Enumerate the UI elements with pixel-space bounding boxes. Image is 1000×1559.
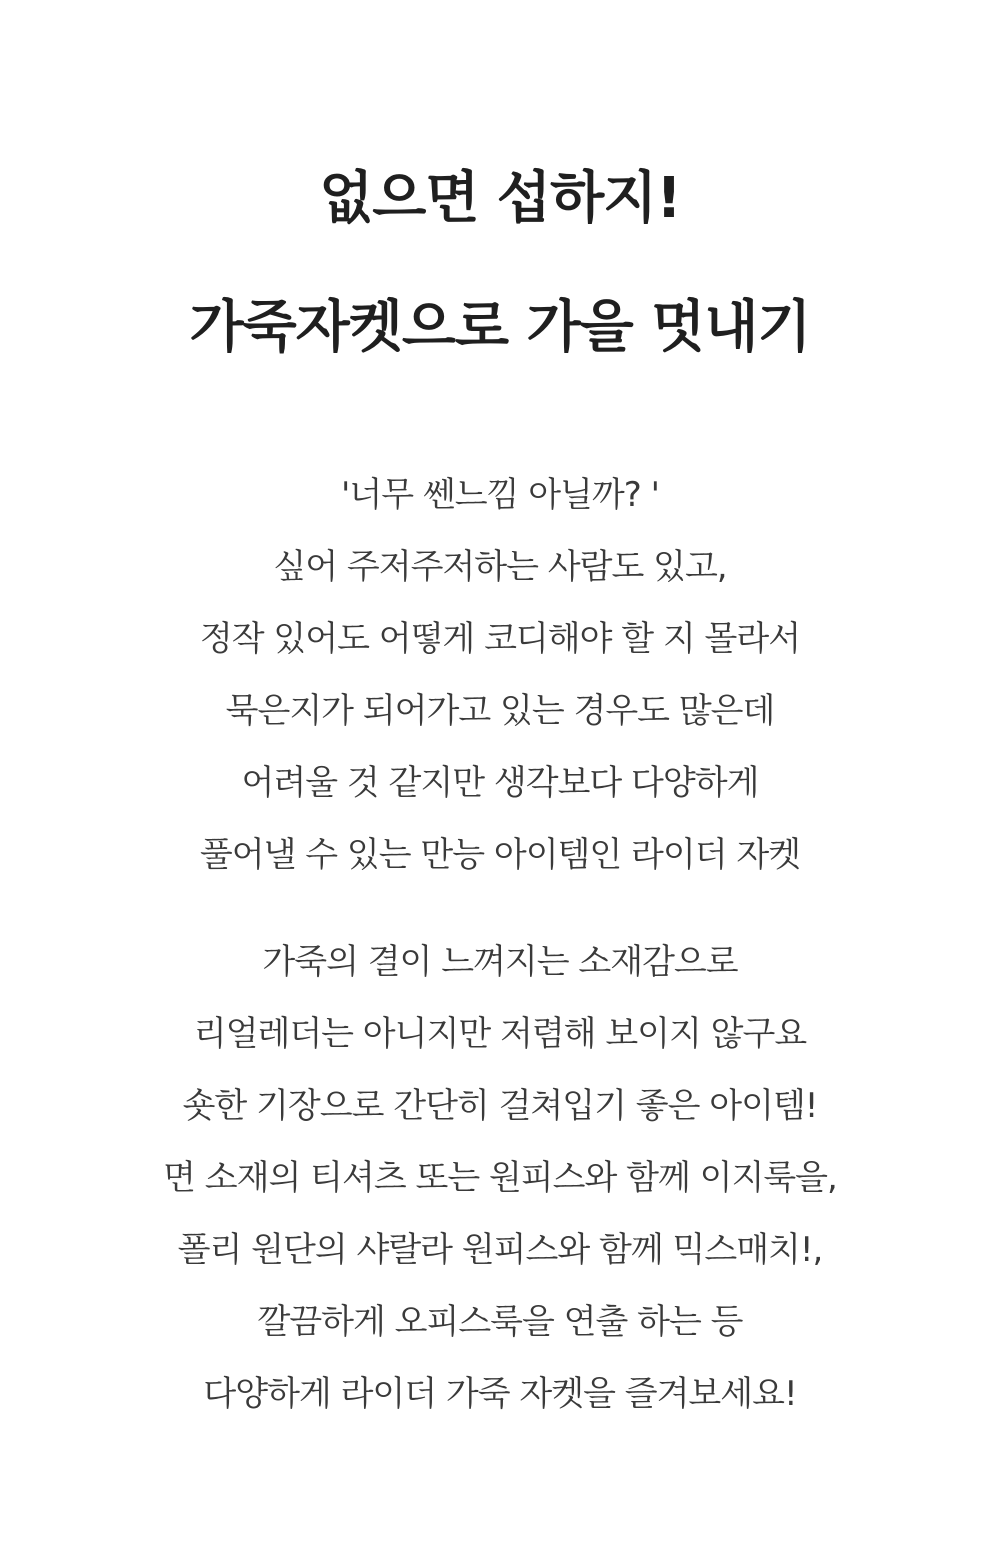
paragraph-1-line: 싶어 주저주저하는 사람도 있고, [273,547,727,587]
paragraph-2-line: 폴리 원단의 샤랄라 원피스와 함께 믹스매치!, [177,1230,823,1270]
paragraph-2 [0,926,1000,1430]
paragraph-2-line: 다양하게 라이더 가죽 자켓을 즐겨보세요! [203,1374,797,1414]
paragraph-2-line: 면 소재의 티셔츠 또는 원피스와 함께 이지룩을, [163,1158,837,1198]
paragraph-1-line: 풀어낼 수 있는 만능 아이템인 라이더 자켓 [199,835,801,875]
paragraph-1-line: 정작 있어도 어떻게 코디해야 할 지 몰라서 [199,619,801,659]
headline-line-1: 없으면 섭하지! [319,166,681,231]
paragraph-2-line: 깔끔하게 오피스룩을 연출 하는 등 [257,1302,743,1342]
paragraph-2-line: 가죽의 결이 느껴지는 소재감으로 [262,942,738,982]
headline-line-2: 가죽자켓으로 가을 멋내기 [189,295,811,360]
paragraph-2-line: 숏한 기장으로 간단히 걸쳐입기 좋은 아이템! [182,1086,818,1126]
paragraph-1-line: 묵은지가 되어가고 있는 경우도 많은데 [225,691,775,731]
paragraph-1-line: 어려울 것 같지만 생각보다 다양하게 [241,763,759,803]
paragraph-1 [0,459,1000,891]
paragraph-2-line: 리얼레더는 아니지만 저렴해 보이지 않구요 [193,1014,807,1054]
paragraph-1-line: '너무 쎈느낌 아닐까? ' [341,475,659,515]
